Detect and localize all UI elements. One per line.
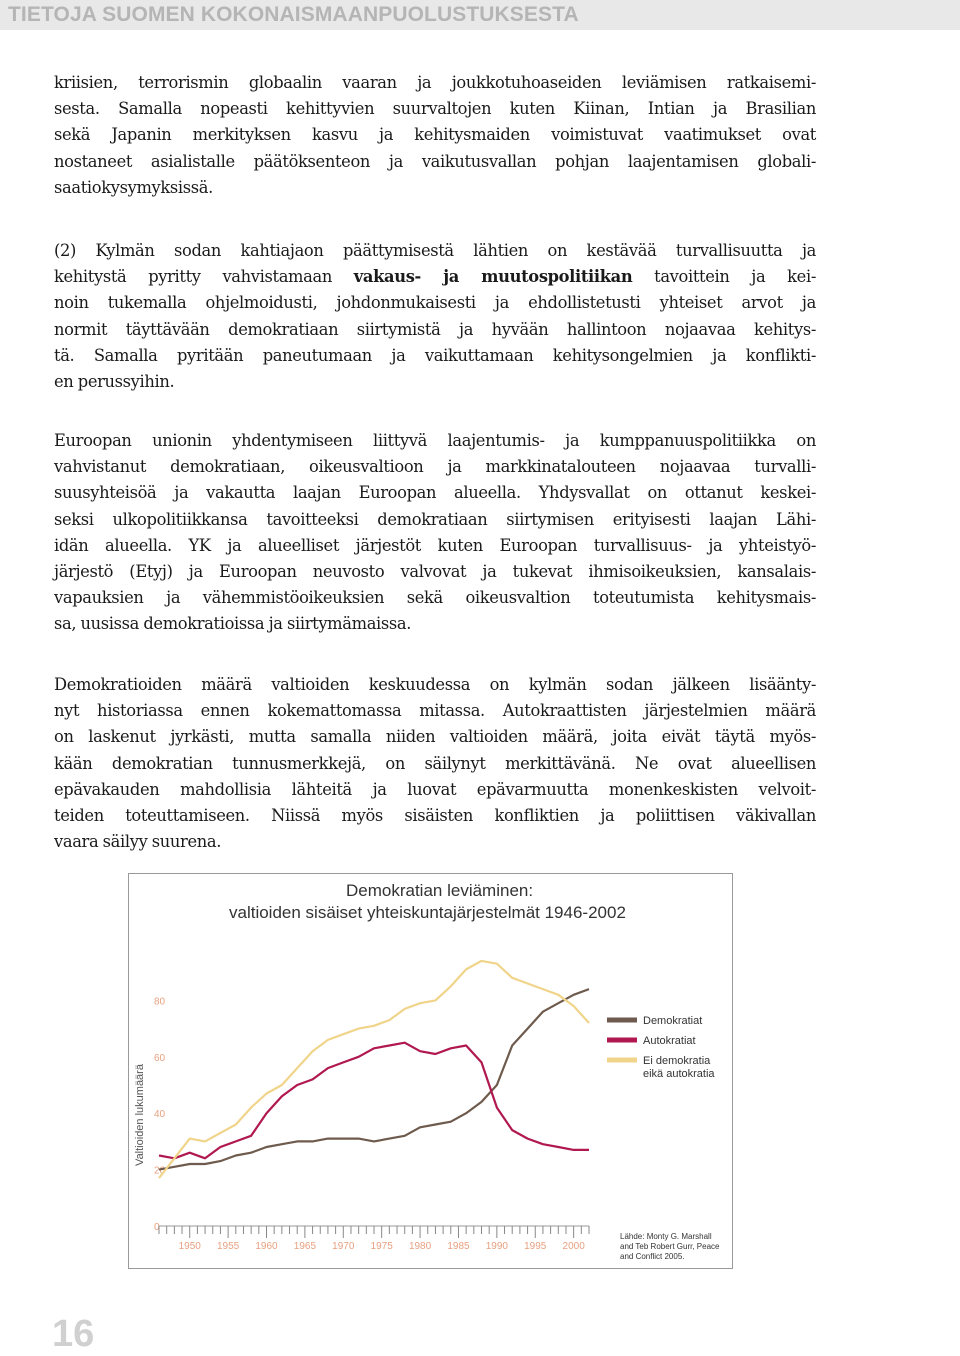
text-line: vaara säilyy suurena. [54, 832, 222, 852]
bold-term: vakaus- ja muutospolitiikan [353, 267, 633, 287]
x-tick-label: 1970 [332, 1241, 355, 1252]
text-line: vahvistanut demokratiaan, oikeusvaltioon ja markkinatalouteen nojaavaa turvalli- [54, 457, 816, 477]
y-tick-label: 40 [154, 1109, 166, 1121]
text-line: sekä Japanin merkityksen kasvu ja kehitysmaiden voimistuvat vaatimukset ovat [54, 125, 816, 145]
text-line: vapauksien ja vähemmistöoikeuksien sekä oikeusvaltion toteutumista kehitysmais- [54, 588, 816, 608]
y-axis-label: Valtioiden lukumäärä [134, 1064, 146, 1166]
text-line: Demokratioiden määrä valtioiden keskuudessa on kylmän sodan jälkeen lisäänty- [54, 675, 816, 694]
y-tick-label: 60 [154, 1052, 166, 1064]
header-bar [0, 0, 960, 30]
x-tick-label: 2000 [562, 1241, 585, 1252]
series-line [159, 989, 589, 1170]
text-line: epävakauden mahdollisia lähteitä ja luovat epävarmuutta monenkeskisten velvoit- [54, 779, 816, 799]
paragraph-3 [54, 428, 816, 638]
x-tick-label: 1950 [178, 1241, 201, 1252]
paragraph-2 [54, 238, 816, 395]
text-line: noin tukemalla ohjelmoidusti, johdonmukaisesti ja ehdollistetusti yhteiset arvot ja [54, 293, 816, 313]
x-tick-label: 1975 [370, 1241, 393, 1252]
text-line-with-bold [54, 264, 816, 290]
text-line: en perussyihin. [54, 371, 175, 391]
x-tick-label: 1990 [485, 1241, 508, 1252]
text-line: Euroopan unionin yhdentymiseen liittyvä laajentumis- ja kumppanuuspolitiikka on [54, 431, 816, 450]
chart-title-line-2: valtioiden sisäiset yhteiskuntajärjestelmät 1946-2002 [229, 903, 626, 922]
legend-label: Ei demokratia [643, 1055, 711, 1067]
x-tick-label: 1985 [447, 1241, 470, 1252]
source-note: and Teb Robert Gurr, Peace [620, 1242, 720, 1251]
text-line: on laskenut jyrkästi, mutta samalla niiden valtioiden määrä, joita eivät täytä myös- [54, 727, 816, 747]
chart-figure [128, 873, 733, 1269]
x-tick-label: 1960 [255, 1241, 278, 1252]
text-line: idän alueella. YK ja alueelliset järjestöt kuten Euroopan turvallisuus- ja yhteistyö- [54, 535, 816, 555]
text-line: teiden toteuttamiseen. Niissä myös sisäisten konfliktien ja poliittisen väkivallan [54, 805, 816, 825]
paragraph-1 [54, 70, 816, 201]
text-line: normit täyttävään demokratiaan siirtymistä ja hyvään hallintoon nojaavaa kehitys- [54, 319, 816, 339]
text-line: (2) Kylmän sodan kahtiajaon päättymisestä lähtien on kestävää turvallisuutta ja [54, 241, 816, 260]
x-tick-label: 1995 [524, 1241, 547, 1252]
text-line: nostaneet asialistalle päätöksenteon ja vaikutusvallan pohjan laajentamisen globali- [54, 151, 816, 171]
text-fragment: kehitystä pyritty vahvistamaan [54, 267, 354, 287]
text-line: kriisien, terrorismin globaalin vaaran ja joukkotuhoaseiden leviämisen ratkaisemi- [54, 73, 816, 92]
legend-label: Autokratiat [643, 1035, 696, 1047]
text-line: suusyhteisöä ja vakautta laajan Euroopan alueella. Yhdysvallat on ottanut keskei- [54, 483, 816, 503]
text-line: sa, uusissa demokratioissa ja siirtymämaissa. [54, 614, 412, 634]
source-note: Lähde: Monty G. Marshall [620, 1232, 712, 1241]
text-line: sesta. Samalla nopeasti kehittyvien suurvaltojen kuten Kiinan, Intian ja Brasilian [54, 99, 816, 119]
chart-title-line-1: Demokratian leviäminen: [346, 881, 534, 900]
x-tick-label: 1980 [408, 1241, 432, 1252]
text-line: tä. Samalla pyritään paneutumaan ja vaikuttamaan kehitysongelmien ja konflikti- [54, 345, 816, 365]
text-line: järjestö (Etyj) ja Euroopan neuvosto valvovat ja tukevat ihmisoikeuksien, kansalais- [54, 561, 816, 581]
y-tick-label: 20 [154, 1165, 166, 1177]
page-number: 16 [52, 1313, 95, 1355]
header-title: TIETOJA SUOMEN KOKONAISMAANPUOLUSTUKSESTA [8, 3, 579, 26]
text-line: saatiokysymyksissä. [54, 177, 213, 197]
x-tick-label: 1965 [293, 1241, 317, 1252]
text-line: nyt historiassa ennen kokemattomassa mitassa. Autokraattisten järjestelmien määrä [54, 701, 816, 721]
source-note: and Conflict 2005. [620, 1252, 685, 1261]
paragraph-4 [54, 672, 816, 855]
legend-label: eikä autokratia [643, 1068, 715, 1080]
y-tick-label: 80 [154, 996, 166, 1008]
legend-label: Demokratiat [643, 1015, 703, 1027]
text-line: seksi ulkopolitiikkansa tavoitteeksi demokratiaan siirtymisen erityisesti laajan Lähi- [54, 509, 816, 529]
y-tick-label: 0 [154, 1222, 160, 1233]
x-tick-label: 1955 [216, 1241, 240, 1252]
text-fragment: tavoittein ja kei- [632, 267, 816, 287]
chart-svg [129, 874, 732, 1268]
text-line: kään demokratian tunnusmerkkejä, on säilynyt merkittävänä. Ne ovat alueellisen [54, 753, 816, 773]
